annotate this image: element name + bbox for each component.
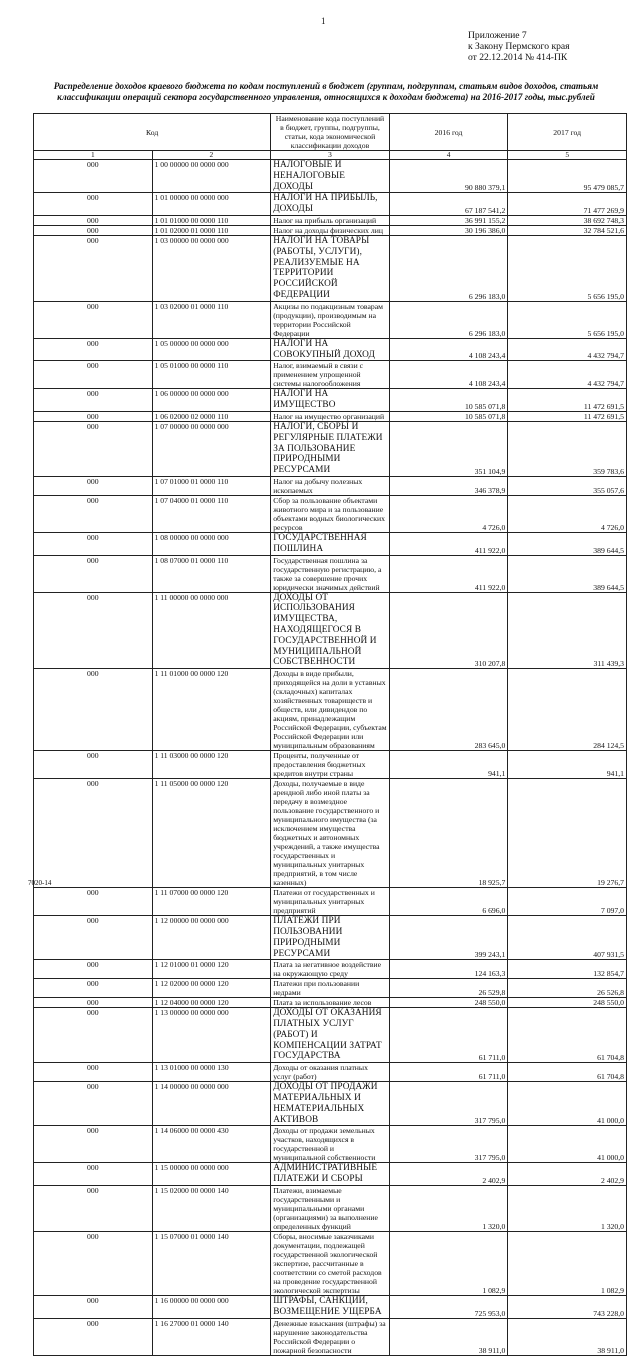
value-2016: 725 953,0 [389, 1296, 508, 1319]
table-row [34, 1082, 627, 1126]
header-2017: 2017 год [508, 114, 627, 151]
value-2017: 11 472 691,5 [508, 411, 627, 421]
admin-code: 000 [34, 916, 153, 960]
header-name: Наименование кода поступлений в бюджет, группы, подгруппы, статьи, кода экономической классификации доходов [271, 114, 390, 151]
table-row [34, 235, 627, 301]
value-2016: 30 196 386,0 [389, 225, 508, 235]
revenue-code: 1 07 01000 01 0000 110 [152, 476, 271, 495]
admin-code: 000 [34, 301, 153, 338]
revenue-code: 1 11 01000 00 0000 120 [152, 669, 271, 751]
revenue-name: Доходы в виде прибыли, приходящейся на доли в уставных (складочных) капиталах хозяйственных товариществ и обществ, или дивидендов по акциям, принадлежащим Российской Федерации, субъектам Российской Федерации или муниципальным образованиям [271, 669, 390, 751]
revenue-name: ДОХОДЫ ОТ ОКАЗАНИЯ ПЛАТНЫХ УСЛУГ (РАБОТ) И КОМПЕНСАЦИИ ЗАТРАТ ГОСУДАРСТВА [271, 1008, 390, 1063]
admin-code: 000 [34, 411, 153, 421]
value-2017: 132 854,7 [508, 960, 627, 979]
footer-mark: 7020-14 [28, 879, 52, 887]
value-2017: 311 439,3 [508, 592, 627, 669]
value-2017: 941,1 [508, 751, 627, 779]
table-row [34, 916, 627, 960]
revenue-name: НАЛОГИ НА СОВОКУПНЫЙ ДОХОД [271, 338, 390, 361]
value-2016: 6 696,0 [389, 888, 508, 916]
revenue-code: 1 12 02000 00 0000 120 [152, 979, 271, 998]
table-row [34, 421, 627, 476]
admin-code: 000 [34, 1063, 153, 1082]
page-mark: 1 [321, 16, 326, 26]
value-2016: 4 726,0 [389, 495, 508, 532]
value-2017: 743 228,0 [508, 1296, 627, 1319]
revenue-name: НАЛОГИ, СБОРЫ И РЕГУЛЯРНЫЕ ПЛАТЕЖИ ЗА ПОЛЬЗОВАНИЕ ПРИРОДНЫМИ РЕСУРСАМИ [271, 421, 390, 476]
value-2017: 41 000,0 [508, 1126, 627, 1163]
value-2017: 7 097,0 [508, 888, 627, 916]
revenue-code: 1 14 00000 00 0000 000 [152, 1082, 271, 1126]
table-row [34, 1063, 627, 1082]
table-row [34, 495, 627, 532]
value-2016: 10 585 071,8 [389, 389, 508, 412]
admin-code: 000 [34, 160, 153, 193]
revenue-code: 1 01 02000 01 0000 110 [152, 225, 271, 235]
admin-code: 000 [34, 592, 153, 669]
value-2017: 32 784 521,6 [508, 225, 627, 235]
revenue-name: Акцизы по подакцизным товарам (продукции), производимым на территории Российской Федерации [271, 301, 390, 338]
value-2017: 26 526,8 [508, 979, 627, 998]
value-2016: 67 187 541,2 [389, 193, 508, 216]
table-row [34, 476, 627, 495]
revenue-code: 1 07 04000 01 0000 110 [152, 495, 271, 532]
value-2017: 71 477 269,9 [508, 193, 627, 216]
admin-code: 000 [34, 389, 153, 412]
table-row [34, 888, 627, 916]
revenue-name: Налог на добычу полезных ископаемых [271, 476, 390, 495]
revenue-code: 1 00 00000 00 0000 000 [152, 160, 271, 193]
revenue-code: 1 15 02000 00 0000 140 [152, 1186, 271, 1232]
revenue-code: 1 05 00000 00 0000 000 [152, 338, 271, 361]
admin-code: 000 [34, 338, 153, 361]
table-row [34, 1296, 627, 1319]
table-header-row [34, 114, 627, 151]
value-2016: 941,1 [389, 751, 508, 779]
value-2017: 61 704,8 [508, 1008, 627, 1063]
table-row [34, 592, 627, 669]
value-2016: 18 925,7 [389, 779, 508, 888]
revenue-name: ДОХОДЫ ОТ ПРОДАЖИ МАТЕРИАЛЬНЫХ И НЕМАТЕРИАЛЬНЫХ АКТИВОВ [271, 1082, 390, 1126]
revenue-code: 1 05 01000 00 0000 110 [152, 361, 271, 389]
table-row [34, 338, 627, 361]
admin-code: 000 [34, 215, 153, 225]
revenue-code: 1 12 04000 00 0000 120 [152, 998, 271, 1008]
revenue-code: 1 11 05000 00 0000 120 [152, 779, 271, 888]
value-2017: 38 692 748,3 [508, 215, 627, 225]
revenue-code: 1 08 07000 01 0000 110 [152, 555, 271, 592]
revenue-code: 1 03 00000 00 0000 000 [152, 235, 271, 301]
revenue-name: Доходы от продажи земельных участков, находящихся в государственной и муниципальной собственности [271, 1126, 390, 1163]
value-2017: 5 656 195,0 [508, 235, 627, 301]
admin-code: 000 [34, 532, 153, 555]
appendix-date: от 22.12.2014 № 414-ПК [468, 52, 568, 63]
revenue-code: 1 15 00000 00 0000 000 [152, 1163, 271, 1186]
table-row [34, 669, 627, 751]
value-2016: 4 108 243,4 [389, 338, 508, 361]
admin-code: 000 [34, 1163, 153, 1186]
admin-code: 000 [34, 979, 153, 998]
header-2016: 2016 год [389, 114, 508, 151]
revenue-name: Плата за негативное воздействие на окружающую среду [271, 960, 390, 979]
admin-code: 000 [34, 751, 153, 779]
value-2017: 2 402,9 [508, 1163, 627, 1186]
value-2016: 399 243,1 [389, 916, 508, 960]
revenue-name: ПЛАТЕЖИ ПРИ ПОЛЬЗОВАНИИ ПРИРОДНЫМИ РЕСУРСАМИ [271, 916, 390, 960]
admin-code: 000 [34, 361, 153, 389]
table-row [34, 779, 627, 888]
revenue-code: 1 13 01000 00 0000 130 [152, 1063, 271, 1082]
revenue-name: Денежные взыскания (штрафы) за нарушение законодательства Российской Федерации о пожарной безопасности [271, 1318, 390, 1355]
table-row [34, 532, 627, 555]
revenue-code: 1 01 01000 00 0000 110 [152, 215, 271, 225]
revenue-name: НАЛОГИ НА ТОВАРЫ (РАБОТЫ, УСЛУГИ), РЕАЛИЗУЕМЫЕ НА ТЕРРИТОРИИ РОССИЙСКОЙ ФЕДЕРАЦИИ [271, 235, 390, 301]
table-row [34, 361, 627, 389]
column-number: 1 [34, 151, 153, 160]
revenue-code: 1 06 02000 02 0000 110 [152, 411, 271, 421]
table-row [34, 1008, 627, 1063]
table-row [34, 998, 627, 1008]
value-2017: 359 783,6 [508, 421, 627, 476]
value-2016: 36 991 155,2 [389, 215, 508, 225]
revenue-code: 1 07 00000 00 0000 000 [152, 421, 271, 476]
admin-code: 000 [34, 960, 153, 979]
table-row [34, 301, 627, 338]
admin-code: 000 [34, 1232, 153, 1296]
revenue-code: 1 11 00000 00 0000 000 [152, 592, 271, 669]
table-row [34, 225, 627, 235]
table-row [34, 960, 627, 979]
table-row [34, 1126, 627, 1163]
admin-code: 000 [34, 779, 153, 888]
appendix-header [468, 30, 570, 63]
table-row [34, 1163, 627, 1186]
table-row [34, 555, 627, 592]
revenue-code: 1 11 07000 00 0000 120 [152, 888, 271, 916]
value-2017: 19 276,7 [508, 779, 627, 888]
value-2016: 61 711,0 [389, 1063, 508, 1082]
admin-code: 000 [34, 1296, 153, 1319]
admin-code: 000 [34, 1318, 153, 1355]
revenue-code: 1 08 00000 00 0000 000 [152, 532, 271, 555]
admin-code: 000 [34, 421, 153, 476]
table-row [34, 193, 627, 216]
admin-code: 000 [34, 1008, 153, 1063]
table-row [34, 1186, 627, 1232]
value-2016: 310 207,8 [389, 592, 508, 669]
revenue-name: ДОХОДЫ ОТ ИСПОЛЬЗОВАНИЯ ИМУЩЕСТВА, НАХОДЯЩЕГОСЯ В ГОСУДАРСТВЕННОЙ И МУНИЦИПАЛЬНОЙ СОБСТВЕННОСТИ [271, 592, 390, 669]
value-2017: 407 931,5 [508, 916, 627, 960]
revenue-name: Платежи от государственных и муниципальных унитарных предприятий [271, 888, 390, 916]
value-2017: 61 704,8 [508, 1063, 627, 1082]
value-2016: 1 082,9 [389, 1232, 508, 1296]
column-number: 5 [508, 151, 627, 160]
value-2016: 4 108 243,4 [389, 361, 508, 389]
value-2017: 389 644,5 [508, 532, 627, 555]
value-2016: 124 163,3 [389, 960, 508, 979]
revenue-table [33, 113, 627, 1356]
value-2017: 95 479 085,7 [508, 160, 627, 193]
header-code: Код [34, 114, 271, 151]
value-2016: 346 378,9 [389, 476, 508, 495]
value-2017: 4 726,0 [508, 495, 627, 532]
revenue-name: Сбор за пользование объектами животного мира и за пользование объектами водных биологических ресурсов [271, 495, 390, 532]
appendix-number: Приложение 7 [468, 30, 527, 41]
value-2016: 351 104,9 [389, 421, 508, 476]
admin-code: 000 [34, 669, 153, 751]
admin-code: 000 [34, 495, 153, 532]
table-row [34, 1232, 627, 1296]
value-2016: 1 320,0 [389, 1186, 508, 1232]
revenue-code: 1 06 00000 00 0000 000 [152, 389, 271, 412]
column-number: 2 [152, 151, 271, 160]
value-2016: 317 795,0 [389, 1126, 508, 1163]
revenue-code: 1 16 27000 01 0000 140 [152, 1318, 271, 1355]
value-2016: 317 795,0 [389, 1082, 508, 1126]
admin-code: 000 [34, 555, 153, 592]
revenue-code: 1 12 01000 01 0000 120 [152, 960, 271, 979]
value-2016: 283 645,0 [389, 669, 508, 751]
admin-code: 000 [34, 1126, 153, 1163]
table-body [34, 160, 627, 1356]
admin-code: 000 [34, 888, 153, 916]
table-row [34, 215, 627, 225]
revenue-name: Налог на прибыль организаций [271, 215, 390, 225]
revenue-name: Налог на доходы физических лиц [271, 225, 390, 235]
value-2017: 389 644,5 [508, 555, 627, 592]
value-2016: 411 922,0 [389, 555, 508, 592]
column-number: 4 [389, 151, 508, 160]
revenue-code: 1 13 00000 00 0000 000 [152, 1008, 271, 1063]
revenue-code: 1 11 03000 00 0000 120 [152, 751, 271, 779]
revenue-name: Доходы, получаемые в виде арендной либо иной платы за передачу в возмездное пользование государственного и муниципального имущества (за исключением имущества бюджетных и автономных учреждений, а также имущества государственных и муниципальных унитарных предприятий, в том числе казенных) [271, 779, 390, 888]
column-number: 3 [271, 151, 390, 160]
admin-code: 000 [34, 476, 153, 495]
value-2016: 10 585 071,8 [389, 411, 508, 421]
value-2017: 4 432 794,7 [508, 338, 627, 361]
value-2017: 5 656 195,0 [508, 301, 627, 338]
table-column-numbers [34, 151, 627, 160]
revenue-name: Проценты, полученные от предоставления бюджетных кредитов внутри страны [271, 751, 390, 779]
table-row [34, 979, 627, 998]
admin-code: 000 [34, 225, 153, 235]
table-row [34, 751, 627, 779]
revenue-code: 1 16 00000 00 0000 000 [152, 1296, 271, 1319]
value-2016: 90 880 379,1 [389, 160, 508, 193]
appendix-law: к Закону Пермского края [468, 41, 570, 52]
value-2017: 11 472 691,5 [508, 389, 627, 412]
admin-code: 000 [34, 998, 153, 1008]
admin-code: 000 [34, 193, 153, 216]
revenue-name: НАЛОГИ НА ПРИБЫЛЬ, ДОХОДЫ [271, 193, 390, 216]
revenue-name: АДМИНИСТРАТИВНЫЕ ПЛАТЕЖИ И СБОРЫ [271, 1163, 390, 1186]
revenue-code: 1 15 07000 01 0000 140 [152, 1232, 271, 1296]
revenue-code: 1 01 00000 00 0000 000 [152, 193, 271, 216]
value-2017: 41 000,0 [508, 1082, 627, 1126]
value-2017: 38 911,0 [508, 1318, 627, 1355]
revenue-name: ШТРАФЫ, САНКЦИИ, ВОЗМЕЩЕНИЕ УЩЕРБА [271, 1296, 390, 1319]
value-2016: 248 550,0 [389, 998, 508, 1008]
revenue-name: Налог на имущество организаций [271, 411, 390, 421]
value-2016: 61 711,0 [389, 1008, 508, 1063]
table-row [34, 389, 627, 412]
admin-code: 000 [34, 1082, 153, 1126]
revenue-name: НАЛОГИ НА ИМУЩЕСТВО [271, 389, 390, 412]
revenue-name: Государственная пошлина за государственную регистрацию, а также за совершение прочих юридически значимых действий [271, 555, 390, 592]
revenue-name: ГОСУДАРСТВЕННАЯ ПОШЛИНА [271, 532, 390, 555]
table-row [34, 411, 627, 421]
revenue-name: Сборы, вносимые заказчиками документации, подлежащей государственной экологической экспертизе, рассчитанные в соответствии со сметой расходов на проведение государственной экологической экспертизы [271, 1232, 390, 1296]
value-2017: 284 124,5 [508, 669, 627, 751]
value-2017: 4 432 794,7 [508, 361, 627, 389]
value-2016: 6 296 183,0 [389, 235, 508, 301]
revenue-code: 1 14 06000 00 0000 430 [152, 1126, 271, 1163]
value-2017: 355 057,6 [508, 476, 627, 495]
value-2016: 6 296 183,0 [389, 301, 508, 338]
table-row [34, 160, 627, 193]
revenue-code: 1 12 00000 00 0000 000 [152, 916, 271, 960]
value-2016: 411 922,0 [389, 532, 508, 555]
revenue-name: Платежи, взимаемые государственными и муниципальными органами (организациями) за выполнение определенных функций [271, 1186, 390, 1232]
admin-code: 000 [34, 235, 153, 301]
revenue-name: НАЛОГОВЫЕ И НЕНАЛОГОВЫЕ ДОХОДЫ [271, 160, 390, 193]
value-2017: 1 320,0 [508, 1186, 627, 1232]
value-2016: 38 911,0 [389, 1318, 508, 1355]
admin-code: 000 [34, 1186, 153, 1232]
revenue-name: Доходы от оказания платных услуг (работ) [271, 1063, 390, 1082]
revenue-name: Плата за использование лесов [271, 998, 390, 1008]
revenue-name: Налог, взимаемый в связи с применением упрощенной системы налогообложения [271, 361, 390, 389]
value-2017: 248 550,0 [508, 998, 627, 1008]
value-2016: 2 402,9 [389, 1163, 508, 1186]
revenue-code: 1 03 02000 01 0000 110 [152, 301, 271, 338]
revenue-name: Платежи при пользовании недрами [271, 979, 390, 998]
table-row [34, 1318, 627, 1355]
document-title: Распределение доходов краевого бюджета по кодам поступлений в бюджет (группам, подгруппам, статьям видов доходов, статьям классификации операций сектора государственного управления, относящихся к доходам бюджета) на 2016-2017 годы, тыс.рублей [53, 81, 599, 102]
value-2016: 26 529,8 [389, 979, 508, 998]
value-2017: 1 082,9 [508, 1232, 627, 1296]
